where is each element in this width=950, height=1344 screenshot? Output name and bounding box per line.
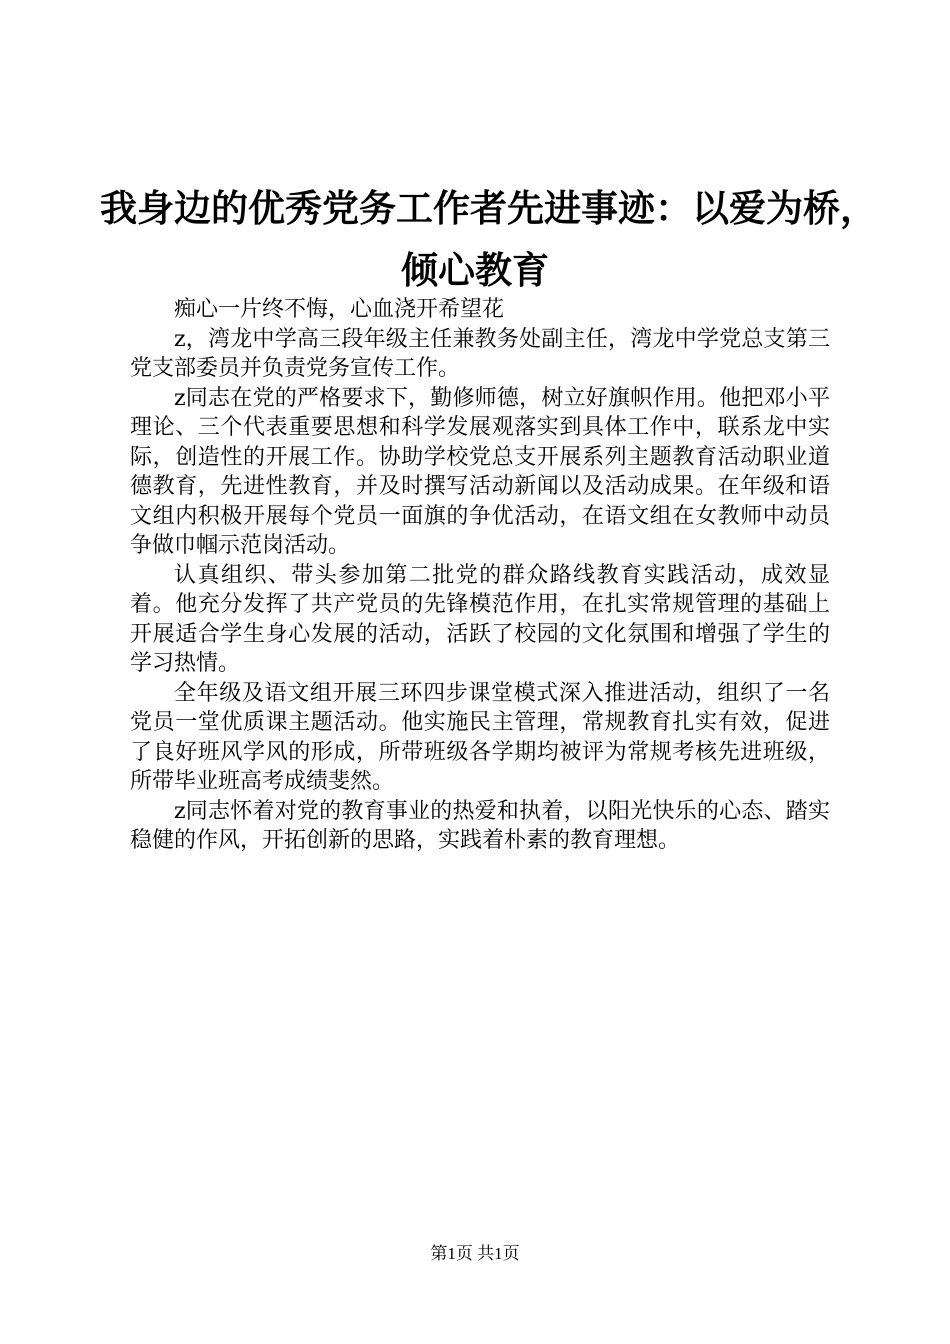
paragraph: 全年级及语文组开展三环四步课堂模式深入推进活动，组织了一名党员一堂优质课主题活动。他实施民主管理，常规教育扎实有效，促进了良好班风学风的形成，所带班级各学期均被评为常规考核先进班级，所带毕业班高考成绩斐然。 xyxy=(130,680,830,794)
document-title-line-1: 我身边的优秀党务工作者先进事迹：以爱为桥， xyxy=(100,186,877,230)
document-body xyxy=(130,295,830,856)
paragraph: z，湾龙中学高三段年级主任兼教务处副主任，湾龙中学党总支第三党支部委员并负责党务宣传工作。 xyxy=(130,326,830,381)
document-title-line-2: 倾心教育 xyxy=(401,248,549,292)
paragraph: 认真组织、带头参加第二批党的群众路线教育实践活动，成效显着。他充分发挥了共产党员的先锋模范作用，在扎实常规管理的基础上开展适合学生身心发展的活动，活跃了校园的文化氛围和增强了学生的学习热情。 xyxy=(130,562,830,676)
page-footer: 第1页 共1页 xyxy=(430,1244,520,1263)
paragraph-subtitle: 痴心一片终不悔，心血浇开希望花 xyxy=(174,297,505,322)
paragraph: z同志怀着对党的教育事业的热爱和执着，以阳光快乐的心态、踏实稳健的作风，开拓创新的思路，实践着朴素的教育理想。 xyxy=(130,798,830,853)
paragraph: z同志在党的严格要求下，勤修师德，树立好旗帜作用。他把邓小平理论、三个代表重要思想和科学发展观落实到具体工作中，联系龙中实际，创造性的开展工作。协助学校党总支开展系列主题教育活动职业道德教育，先进性教育，并及时撰写活动新闻以及活动成果。在年级和语文组内积极开展每个党员一面旗的争优活动，在语文组在女教师中动员争做巾帼示范岗活动。 xyxy=(130,385,830,558)
